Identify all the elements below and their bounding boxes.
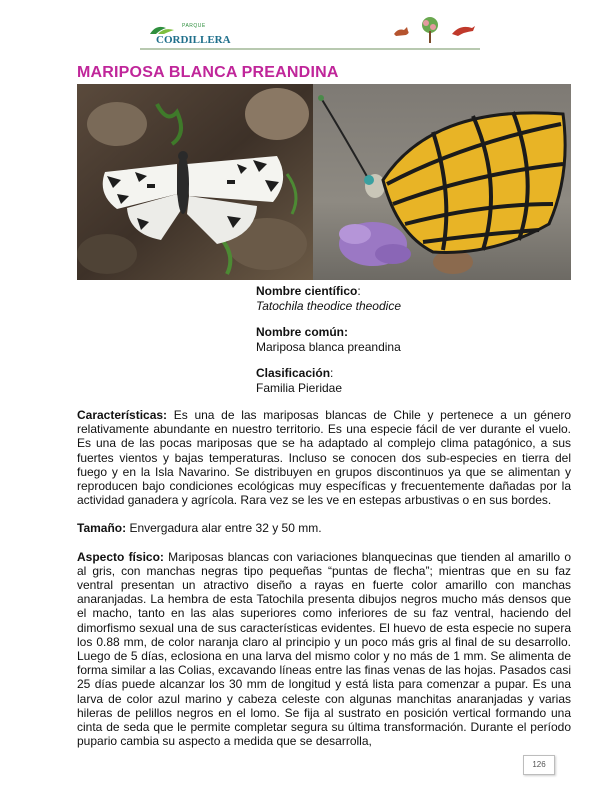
- header-divider: [140, 48, 480, 50]
- common-name-label: Nombre común:: [256, 325, 349, 339]
- characteristics-text: Es una de las mariposas blancas de Chile y pertenece a un género relativamente abundante en nuestro territorio. Es una especie fácil de ver durante el vuelo. Es una de las pocas mariposas que se ha adaptado al complejo clima patagónico, a sus fuertes vientos y bajas temperaturas. Incluso se conocen dos sub-especies en tierra del fuego y en la Isla Navarino. Se distribuyen en grupos discontinuos ya que se alimentan y reproducen bajo condiciones ecológicas muy específicas y frecuentemente dañadas por la actividad ganadera y agrícola. Rara vez se les ve en estepas arbustivas o en sus bordes.: [77, 408, 571, 508]
- size-text: Envergadura alar entre 32 y 50 mm.: [126, 521, 322, 536]
- page-number: 126: [523, 755, 555, 775]
- classification-value: Familia Pieridae: [256, 381, 343, 395]
- logo-small-text: PARQUE: [182, 23, 206, 29]
- appearance-text: Mariposas blancas con variaciones blanquecinas que tienden al amarillo o al gris, con manchas negras tipo pequeñas “puntas de flecha”; mientras que en su faz ventral presentan un atractivo diseño a rayas en fuerte color amarillo con manchas anaranjadas. La hembra de esta Tatochila presenta dibujos negros mucho más densos que el macho, tanto en las alas superiores como inferiores de su faz ventral, haciendo del dimorfismo sexual una de sus características evidentes. El huevo de esta especie no supera los 0.88 mm, de color naranja claro al principio y un poco más gris al final de su desarrollo. Luego de 5 días, eclosiona en una larva del mismo color y no más de 1 mm. Se alimenta de forma similar a las Colias, excavando líneas entre las finas venas de las hojas. Pasados casi 25 días puede alcanzar los 30 mm de longitud y está lista para comenzar a pupar. Es una larva de color azul marino y cabeza celeste con algunas manchitas anaranjadas y varias hileras de pelillos negros en el lomo. Se fija al sustrato en posición vertical formando una cinta de seda que le permite completar segura su última transformación. Durante el período pupario cambia su aspecto a medida que se desarrolla,: [77, 549, 571, 749]
- characteristics-label: Características:: [77, 408, 168, 422]
- classification-label: Clasificación:: [256, 366, 334, 380]
- photo-butterfly-ventral: [313, 84, 571, 280]
- appearance-label: Aspecto físico:: [77, 549, 164, 564]
- appearance-paragraph: [77, 550, 571, 749]
- photo-butterfly-dorsal: [77, 84, 313, 280]
- bird-icon: [450, 22, 476, 38]
- size-label: Tamaño:: [77, 521, 127, 536]
- size-paragraph: [77, 521, 571, 535]
- description-body: [77, 408, 571, 762]
- page-header: [140, 18, 480, 58]
- logo-main-text: CORDILLERA: [156, 34, 231, 46]
- fox-icon: [392, 24, 412, 38]
- common-name-value: Mariposa blanca preandina: [256, 340, 401, 354]
- page-title: MARIPOSA BLANCA PREANDINA: [77, 64, 339, 81]
- species-info: [256, 284, 556, 407]
- characteristics-paragraph: [77, 408, 571, 507]
- tree-icon: [418, 16, 442, 44]
- scientific-name-block: [256, 284, 556, 314]
- scientific-name-label: Nombre científico:: [256, 284, 361, 298]
- common-name-block: [256, 325, 556, 355]
- classification-block: [256, 366, 556, 396]
- scientific-name-value: Tatochila theodice theodice: [256, 299, 401, 313]
